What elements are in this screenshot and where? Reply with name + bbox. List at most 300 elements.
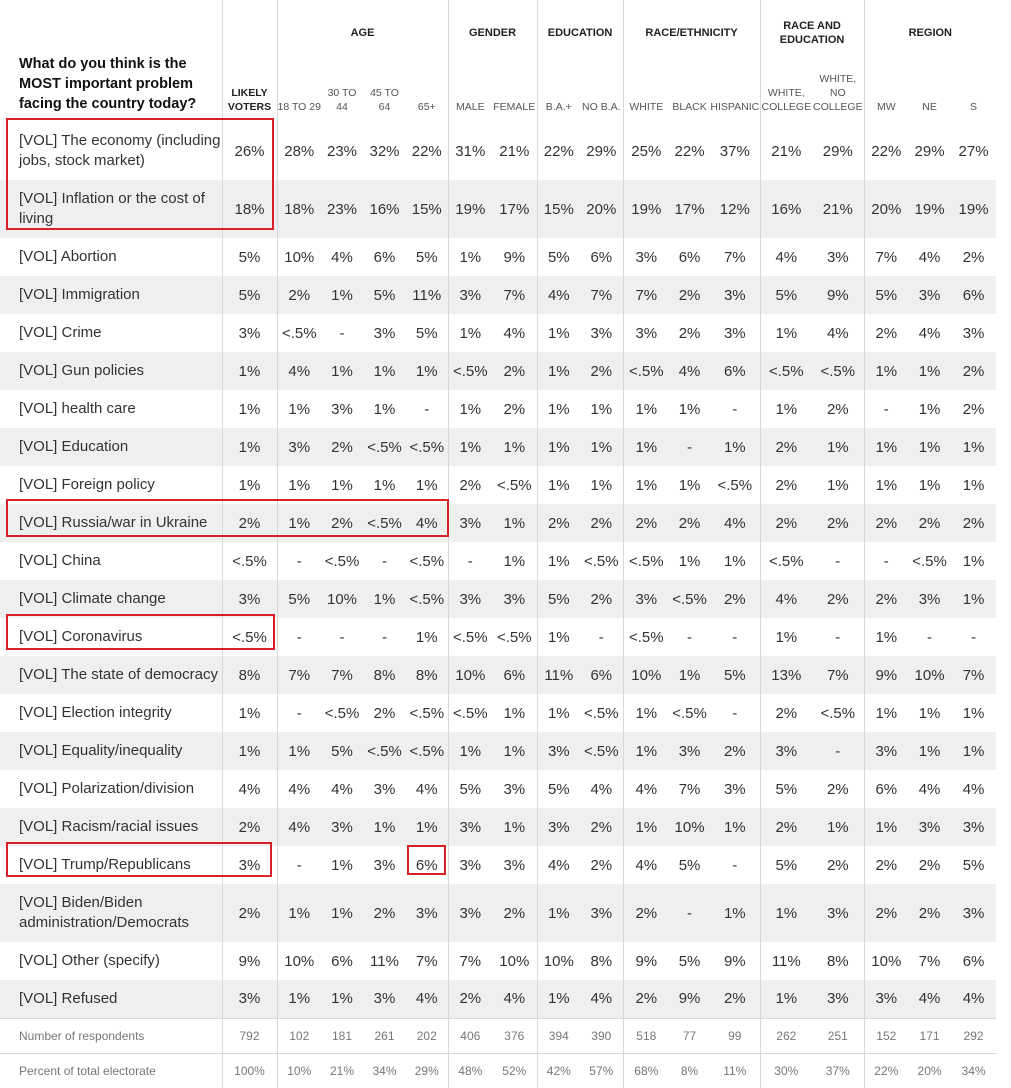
- table-cell: 1%: [537, 390, 580, 428]
- table-cell: 262: [760, 1018, 812, 1053]
- table-cell: 2%: [864, 314, 908, 352]
- table-cell: 1%: [503, 704, 526, 722]
- table-cell: 2%: [503, 400, 526, 418]
- table-row: [0, 694, 996, 732]
- row-label-text: [VOL] Abortion: [19, 248, 117, 265]
- table-cell: 30%: [760, 1053, 812, 1088]
- row-label-text: [VOL] Equality/inequality: [19, 742, 183, 759]
- table-cell: -: [669, 884, 710, 942]
- table-cell: 3%: [864, 732, 908, 770]
- table-cell: 390: [580, 1018, 623, 1053]
- table-cell: 1%: [908, 732, 951, 770]
- table-cell: 4%: [918, 324, 941, 342]
- table-cell: 518: [623, 1018, 669, 1053]
- table-cell: 1%: [277, 732, 321, 770]
- table-cell: 5%: [760, 770, 812, 808]
- table-cell: 1%: [864, 618, 908, 656]
- table-cell: <.5%: [406, 428, 448, 466]
- table-cell: 1%: [363, 352, 406, 390]
- table-cell: <.5%: [324, 552, 360, 570]
- table-cell: <.5%: [406, 732, 448, 770]
- table-cell: 22%: [537, 122, 580, 180]
- likely-voters-cell: 3%: [222, 980, 277, 1018]
- table-cell: 1%: [623, 694, 669, 732]
- table-cell: 5%: [415, 248, 438, 266]
- table-cell: 1%: [918, 476, 941, 494]
- likely-group-spacer: [222, 0, 277, 66]
- table-cell: 1%: [623, 390, 669, 428]
- row-label-text: [VOL] Election integrity: [19, 704, 172, 721]
- table-cell: <.5%: [820, 704, 856, 722]
- table-cell: 52%: [492, 1053, 537, 1088]
- table-cell: 1%: [406, 808, 448, 846]
- likely-voters-cell: 2%: [222, 884, 277, 942]
- table-cell: 11%: [370, 952, 399, 970]
- table-row: [0, 542, 996, 580]
- table-cell: 2%: [908, 504, 951, 542]
- table-cell: 3%: [373, 856, 396, 874]
- table-cell: 1%: [951, 580, 996, 618]
- table-cell: 2%: [492, 884, 537, 942]
- table-cell: 32%: [369, 142, 400, 160]
- table-cell: 3%: [448, 884, 492, 942]
- table-cell: -: [339, 628, 345, 646]
- table-cell: 5%: [363, 276, 406, 314]
- table-row: [0, 238, 996, 276]
- row-label: [0, 466, 222, 504]
- table-cell: 2%: [623, 980, 669, 1018]
- table-cell: 3%: [448, 580, 492, 618]
- table-cell: 1%: [448, 428, 492, 466]
- table-cell: 25%: [623, 122, 669, 180]
- table-cell: 22%: [864, 122, 908, 180]
- table-cell: <.5%: [448, 618, 492, 656]
- table-cell: 13%: [760, 656, 812, 694]
- table-cell: -: [277, 542, 321, 580]
- table-row: [0, 942, 996, 980]
- table-cell: 7%: [321, 656, 363, 694]
- table-cell: 1%: [277, 466, 321, 504]
- row-label-text: [VOL] Education: [19, 438, 129, 455]
- table-cell: 3%: [590, 324, 613, 342]
- row-label: [0, 180, 222, 238]
- likely-voters-cell: 9%: [222, 942, 277, 980]
- table-cell: <.5%: [583, 552, 619, 570]
- group-header: RACE AND EDUCATION: [760, 0, 864, 66]
- row-label-text: [VOL] Russia/war in Ukraine: [19, 514, 208, 531]
- row-label: [0, 276, 222, 314]
- table-cell: 5%: [277, 580, 321, 618]
- table-cell: 2%: [710, 980, 760, 1018]
- table-cell: 3%: [951, 808, 996, 846]
- table-cell: 9%: [623, 942, 669, 980]
- table-cell: 20%: [580, 180, 623, 238]
- table-cell: 8%: [590, 952, 613, 970]
- table-cell: <.5%: [448, 694, 492, 732]
- table-cell: 1%: [678, 476, 701, 494]
- table-cell: 9%: [669, 980, 710, 1018]
- row-label: [0, 504, 222, 542]
- likely-voters-cell: 2%: [222, 808, 277, 846]
- likely-voters-cell: 1%: [222, 732, 277, 770]
- table-cell: 1%: [864, 808, 908, 846]
- table-cell: 394: [537, 1018, 580, 1053]
- table-cell: 3%: [277, 428, 321, 466]
- table-row: [0, 732, 996, 770]
- table-cell: 12%: [710, 180, 760, 238]
- row-label: [0, 428, 222, 466]
- likely-voters-header: LIKELY VOTERS: [222, 66, 277, 122]
- row-label: [0, 980, 222, 1018]
- column-header: HISPANIC: [710, 101, 760, 113]
- table-cell: 1%: [623, 808, 669, 846]
- table-cell: 1%: [962, 552, 985, 570]
- table-cell: -: [835, 628, 841, 646]
- table-cell: 1%: [678, 400, 701, 418]
- table-cell: 1%: [864, 428, 908, 466]
- table-cell: 21%: [760, 122, 812, 180]
- table-cell: 181: [321, 1018, 363, 1053]
- table-cell: 2%: [864, 884, 908, 942]
- table-cell: 1%: [492, 732, 537, 770]
- table-cell: 10%: [537, 942, 580, 980]
- table-row: [0, 808, 996, 846]
- table-cell: 2%: [908, 884, 951, 942]
- likely-voters-cell: 792: [222, 1018, 277, 1053]
- table-cell: 1%: [710, 428, 760, 466]
- row-label: [0, 352, 222, 390]
- column-header: 65+: [417, 101, 436, 113]
- likely-voters-cell: <.5%: [222, 542, 277, 580]
- table-cell: -: [864, 390, 908, 428]
- table-cell: 3%: [503, 856, 526, 874]
- likely-voters-cell: 100%: [222, 1053, 277, 1088]
- table-cell: 3%: [537, 732, 580, 770]
- table-row: [0, 656, 996, 694]
- row-label-text: [VOL] Polarization/division: [19, 780, 195, 797]
- table-cell: 19%: [623, 180, 669, 238]
- table-cell: 3%: [373, 324, 396, 342]
- table-cell: 2%: [492, 352, 537, 390]
- table-cell: 8%: [826, 952, 849, 970]
- table-row: [0, 504, 996, 542]
- table-cell: 1%: [908, 352, 951, 390]
- row-label-text: [VOL] Biden/Biden administration/Democrats: [19, 894, 190, 931]
- table-cell: 1%: [962, 704, 985, 722]
- table-cell: -: [424, 400, 430, 418]
- table-cell: <.5%: [409, 552, 445, 570]
- table-cell: 2%: [760, 428, 812, 466]
- table-cell: 3%: [448, 808, 492, 846]
- table-cell: 1%: [503, 552, 526, 570]
- likely-voters-cell: 1%: [222, 428, 277, 466]
- table-cell: 1%: [277, 980, 321, 1018]
- table-cell: 19%: [448, 180, 492, 238]
- table-cell: 23%: [321, 180, 363, 238]
- column-header: MW: [864, 66, 908, 122]
- table-row: [0, 276, 996, 314]
- table-cell: 21%: [321, 1053, 363, 1088]
- table-cell: 2%: [623, 504, 669, 542]
- table-cell: 1%: [537, 466, 580, 504]
- table-cell: 4%: [503, 324, 526, 342]
- table-cell: 4%: [826, 324, 849, 342]
- table-cell: 4%: [623, 770, 669, 808]
- column-header: WHITE: [623, 66, 669, 122]
- table-cell: 5%: [760, 846, 812, 884]
- table-cell: <.5%: [580, 732, 623, 770]
- table-cell: 3%: [812, 884, 864, 942]
- table-cell: 3%: [826, 248, 849, 266]
- table-cell: 376: [492, 1018, 537, 1053]
- table-cell: 1%: [826, 476, 849, 494]
- table-cell: 1%: [723, 552, 746, 570]
- row-label-text: Percent of total electorate: [19, 1063, 156, 1078]
- row-label: [0, 618, 222, 656]
- table-cell: 17%: [669, 180, 710, 238]
- table-cell: 1%: [951, 428, 996, 466]
- group-header-row: [0, 0, 996, 66]
- table-cell: 1%: [492, 504, 537, 542]
- table-cell: 21%: [499, 142, 530, 160]
- table-cell: 7%: [864, 238, 908, 276]
- row-label-text: Number of respondents: [19, 1028, 145, 1043]
- table-cell: 1%: [277, 390, 321, 428]
- table-cell: <.5%: [717, 476, 753, 494]
- table-row: [0, 618, 996, 656]
- table-cell: 2%: [826, 856, 849, 874]
- table-cell: 7%: [448, 942, 492, 980]
- table-cell: 10%: [277, 1053, 321, 1088]
- table-cell: 3%: [908, 276, 951, 314]
- table-cell: 3%: [962, 324, 985, 342]
- table-cell: 3%: [448, 276, 492, 314]
- table-cell: 2%: [580, 352, 623, 390]
- table-cell: 3%: [448, 846, 492, 884]
- table-row: [0, 466, 996, 504]
- likely-voters-cell: 8%: [222, 656, 277, 694]
- table-cell: 3%: [812, 980, 864, 1018]
- table-cell: 1%: [760, 390, 812, 428]
- table-cell: 10%: [623, 656, 669, 694]
- table-cell: 1%: [373, 400, 396, 418]
- table-cell: 31%: [448, 122, 492, 180]
- table-cell: 10%: [908, 656, 951, 694]
- group-header: AGE: [277, 0, 448, 66]
- table-cell: 1%: [448, 314, 492, 352]
- table-cell: 7%: [812, 656, 864, 694]
- table-cell: -: [927, 628, 933, 646]
- likely-voters-cell: 5%: [222, 276, 277, 314]
- table-cell: 29%: [914, 142, 945, 160]
- table-cell: 15%: [406, 180, 448, 238]
- table-cell: 9%: [723, 952, 746, 970]
- table-cell: 4%: [406, 504, 448, 542]
- table-cell: 2%: [678, 324, 701, 342]
- table-cell: 1%: [537, 352, 580, 390]
- table-cell: 3%: [321, 808, 363, 846]
- table-cell: 7%: [678, 780, 701, 798]
- table-row: [0, 390, 996, 428]
- table-cell: <.5%: [406, 580, 448, 618]
- table-cell: 3%: [363, 980, 406, 1018]
- table-cell: 16%: [363, 180, 406, 238]
- footer-label: [0, 1018, 222, 1053]
- table-cell: 2%: [864, 504, 908, 542]
- table-cell: 4%: [331, 248, 353, 266]
- table-cell: 3%: [492, 580, 537, 618]
- table-cell: 42%: [537, 1053, 580, 1088]
- table-cell: 1%: [373, 476, 396, 494]
- table-cell: 3%: [580, 884, 623, 942]
- table-cell: 4%: [580, 980, 623, 1018]
- table-cell: 7%: [723, 248, 746, 266]
- table-cell: 11%: [537, 656, 580, 694]
- table-cell: 4%: [918, 248, 941, 266]
- likely-voters-cell: 3%: [222, 314, 277, 352]
- table-cell: 18%: [277, 180, 321, 238]
- row-label-text: [VOL] The state of democracy: [19, 666, 218, 683]
- table-cell: 171: [908, 1018, 951, 1053]
- likely-voters-cell: 1%: [222, 390, 277, 428]
- table-cell: 5%: [537, 770, 580, 808]
- table-cell: <.5%: [363, 428, 406, 466]
- table-cell: <.5%: [363, 732, 406, 770]
- table-cell: 2%: [760, 504, 812, 542]
- table-cell: 5%: [448, 770, 492, 808]
- table-cell: 1%: [537, 694, 580, 732]
- table-cell: 34%: [363, 1053, 406, 1088]
- table-cell: 7%: [492, 276, 537, 314]
- table-cell: 4%: [623, 846, 669, 884]
- table-cell: <.5%: [760, 542, 812, 580]
- row-label-text: [VOL] China: [19, 552, 101, 569]
- table-cell: 9%: [864, 656, 908, 694]
- table-cell: 261: [363, 1018, 406, 1053]
- row-label-text: [VOL] Refused: [19, 989, 118, 1007]
- table-cell: 1%: [537, 884, 580, 942]
- table-cell: 28%: [277, 122, 321, 180]
- column-header: NE: [922, 101, 937, 113]
- table-cell: 29%: [406, 1053, 448, 1088]
- table-cell: -: [687, 628, 693, 646]
- row-label-text: [VOL] Coronavirus: [19, 628, 143, 645]
- table-cell: -: [732, 400, 738, 418]
- row-label: [0, 542, 222, 580]
- table-cell: 2%: [669, 276, 710, 314]
- footer-row: [0, 1053, 996, 1088]
- table-cell: -: [382, 628, 387, 646]
- table-cell: 4%: [669, 352, 710, 390]
- table-cell: 34%: [951, 1053, 996, 1088]
- table-cell: 6%: [415, 856, 438, 874]
- table-cell: 1%: [537, 428, 580, 466]
- table-cell: -: [812, 732, 864, 770]
- table-cell: 2%: [951, 504, 996, 542]
- likely-voters-cell: 5%: [222, 238, 277, 276]
- table-cell: 7%: [918, 952, 941, 970]
- table-cell: 2%: [321, 504, 363, 542]
- table-cell: 5%: [678, 856, 701, 874]
- table-cell: 202: [406, 1018, 448, 1053]
- table-cell: 292: [951, 1018, 996, 1053]
- table-cell: 2%: [710, 732, 760, 770]
- row-label: [0, 808, 222, 846]
- table-cell: 5%: [962, 856, 985, 874]
- table-cell: 1%: [321, 980, 363, 1018]
- table-cell: 7%: [415, 952, 438, 970]
- row-label-text: [VOL] health care: [19, 400, 136, 417]
- row-label: [0, 656, 222, 694]
- likely-voters-cell: 18%: [222, 180, 277, 238]
- table-cell: 1%: [908, 428, 951, 466]
- table-cell: 10%: [669, 808, 710, 846]
- table-cell: 1%: [321, 352, 363, 390]
- table-cell: 1%: [812, 808, 864, 846]
- table-cell: 3%: [710, 276, 760, 314]
- table-cell: 6%: [951, 276, 996, 314]
- table-cell: 2%: [448, 466, 492, 504]
- table-cell: 27%: [958, 142, 989, 160]
- table-cell: 48%: [448, 1053, 492, 1088]
- likely-voters-cell: 1%: [222, 466, 277, 504]
- table-cell: 6%: [331, 952, 353, 970]
- footer-row: [0, 1018, 996, 1053]
- table-cell: 4%: [962, 780, 985, 798]
- table-cell: 37%: [812, 1053, 864, 1088]
- table-cell: 1%: [448, 732, 492, 770]
- table-cell: 2%: [864, 580, 908, 618]
- table-cell: 1%: [864, 694, 908, 732]
- table-cell: 2%: [864, 846, 908, 884]
- row-label: [0, 884, 222, 942]
- group-header: EDUCATION: [537, 0, 623, 66]
- table-cell: <.5%: [277, 314, 321, 352]
- table-cell: -: [732, 704, 738, 722]
- table-row: [0, 846, 996, 884]
- table-cell: 2%: [580, 580, 623, 618]
- table-cell: 15%: [537, 180, 580, 238]
- table-cell: 3%: [406, 884, 448, 942]
- table-cell: 1%: [580, 428, 623, 466]
- table-cell: 68%: [623, 1053, 669, 1088]
- table-cell: -: [339, 324, 345, 342]
- table-cell: -: [277, 694, 321, 732]
- table-cell: 5%: [678, 952, 701, 970]
- column-header: S: [970, 101, 978, 113]
- table-cell: 1%: [331, 476, 353, 494]
- table-cell: 1%: [951, 732, 996, 770]
- table-cell: -: [669, 428, 710, 466]
- table-cell: 1%: [492, 808, 537, 846]
- table-cell: 1%: [623, 732, 669, 770]
- table-cell: 7%: [951, 656, 996, 694]
- table-cell: 9%: [812, 276, 864, 314]
- table-cell: 17%: [492, 180, 537, 238]
- table-cell: 2%: [590, 856, 613, 874]
- table-cell: <.5%: [583, 704, 619, 722]
- table-body: [0, 122, 996, 1088]
- table-cell: 6%: [492, 656, 537, 694]
- table-cell: 5%: [864, 276, 908, 314]
- row-label-text: [VOL] Gun policies: [19, 362, 145, 379]
- table-cell: 4%: [760, 580, 812, 618]
- table-cell: 102: [277, 1018, 321, 1053]
- table-cell: 3%: [503, 780, 526, 798]
- column-header: B.A.+: [537, 66, 580, 122]
- table-cell: <.5%: [496, 628, 532, 646]
- table-cell: 4%: [277, 352, 321, 390]
